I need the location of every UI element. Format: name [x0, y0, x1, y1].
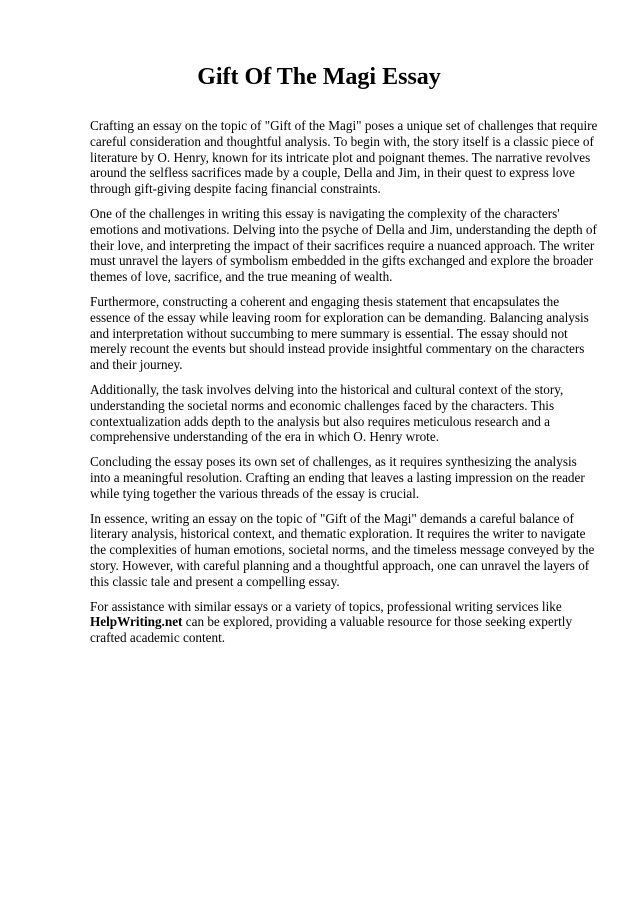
- page-title: Gift Of The Magi Essay: [197, 64, 441, 90]
- closing-rest: can be explored, providing a valuable resource for those seeking expertly crafted academic content.: [90, 614, 573, 646]
- paragraph-1: Crafting an essay on the topic of "Gift of the Magi" poses a unique set of challenges that require careful consideration and thoughtful analysis. To begin with, the story itself is a classic piece of literature by O. Henry, known for its intricate plot and poignant themes. The narrative revolves around the selfless sacrifices made by a couple, Della and Jim, in their quest to express love through gift-giving despite facing financial constraints.: [90, 118, 598, 197]
- paragraph-2: One of the challenges in writing this essay is navigating the complexity of the characters' emotions and motivations. Delving into the psyche of Della and Jim, understanding the depth of their love, and interpreting the impact of their sacrifices require a nuanced approach. The writer must unravel the layers of symbolism embedded in the gifts exchanged and explore the broader themes of love, sacrifice, and the true meaning of wealth.: [90, 205, 597, 285]
- closing-paragraph: [90, 599, 600, 646]
- paragraph-4: Additionally, the task involves delving into the historical and cultural context of the story, understanding the societal norms and economic challenges faced by the characters. This contextualization adds depth to the analysis but also requires meticulous research and a comprehensive understanding of the era in which O. Henry wrote.: [90, 381, 564, 445]
- paragraph-5: Concluding the essay poses its own set of challenges, as it requires synthesizing the analysis into a meaningful resolution. Crafting an ending that leaves a lasting impression on the reader while tying together the various threads of the essay is crucial.: [90, 454, 585, 501]
- paragraph-3: Furthermore, constructing a coherent and engaging thesis statement that encapsulates the essence of the essay while leaving room for exploration can be demanding. Balancing analysis and interpretation without succumbing to mere summary is essential. The essay should not merely recount the events but should instead provide insightful commentary on the characters and their journey.: [90, 293, 589, 373]
- essay-body: [90, 118, 600, 655]
- helpwriting-link[interactable]: HelpWriting.net: [90, 614, 183, 630]
- paragraph-6: In essence, writing an essay on the topic of "Gift of the Magi" demands a careful balance of literary analysis, historical context, and thematic exploration. It requires the writer to navigate the complexities of human emotions, societal norms, and the timeless message conveyed by the story. However, with careful planning and a thoughtful approach, one can unravel the layers of this classic tale and present a compelling essay.: [90, 510, 595, 589]
- closing-intro: For assistance with similar essays or a variety of topics, professional writing services like: [90, 598, 562, 614]
